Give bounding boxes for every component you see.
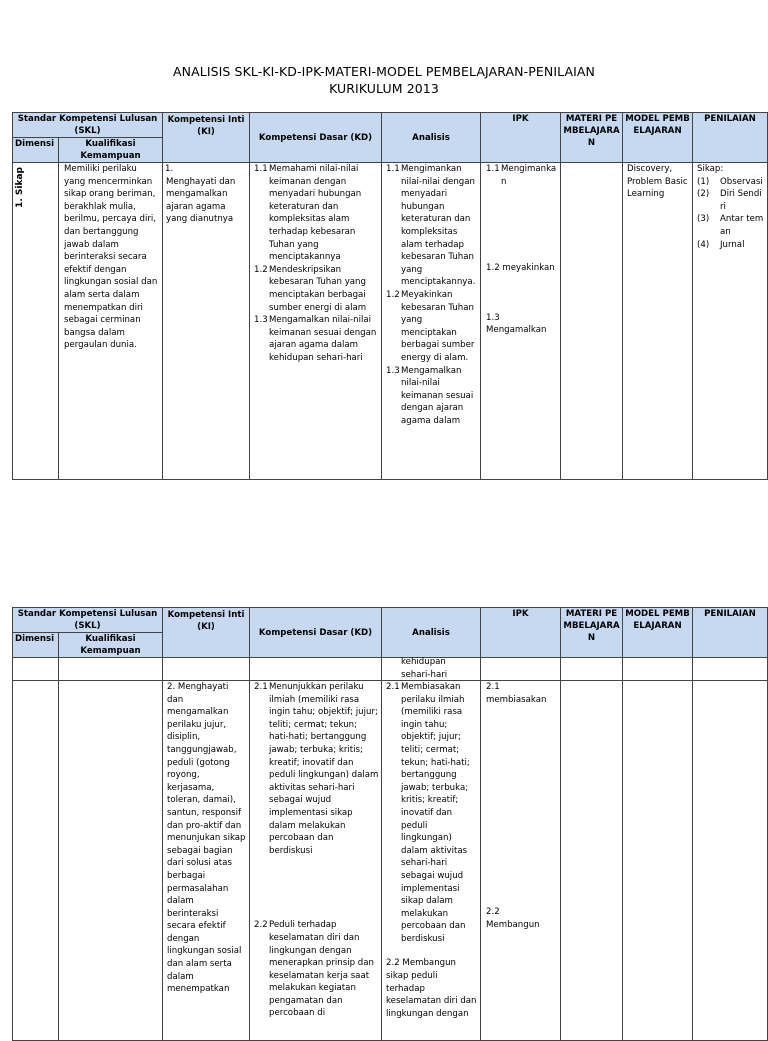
kd-item-number: 1.1	[254, 164, 268, 174]
penilaian-item	[697, 239, 765, 252]
analisis-item-text: Mengimankan nilai-nilai dengan menyadari hubungan keteraturan dan kompleksitas alam terhadap kebesaran Tuhan yang menciptakannya.	[401, 164, 476, 288]
penilaian-cell	[693, 163, 768, 480]
header-kualifikasi: Kualifikasi Kemampuan	[59, 633, 163, 658]
ipk-item-text: Mengamalkan	[486, 325, 547, 336]
header-penilaian: PENILAIAN	[693, 113, 768, 163]
penilaian-item-number: (1)	[697, 176, 710, 187]
penilaian-item-number: (4)	[697, 239, 710, 250]
kd-item-number: 1.3	[254, 315, 268, 326]
kd-item-number: 2.1	[254, 682, 268, 692]
header-penilaian: PENILAIAN	[693, 608, 768, 658]
analisis-item-text: Mengamalkan nilai-nilai keimanan sesuai dengan ajaran agama dalam	[401, 365, 474, 426]
dimensi-cell	[13, 163, 59, 480]
header-model: MODEL PEMBELAJARAN	[623, 608, 693, 658]
header-analisis: Analisis	[382, 608, 481, 658]
header-kd: Kompetensi Dasar (KD)	[250, 113, 382, 163]
empty-cell	[623, 658, 693, 681]
kd-cell	[250, 681, 382, 1041]
ki-text: Menghayati dan mengamalkan ajaran agama yang dianutnya	[166, 176, 236, 225]
penilaian-item-text: Jurnal	[720, 239, 745, 250]
empty-cell	[561, 658, 623, 681]
document-subtitle: KURIKULUM 2013	[329, 81, 439, 96]
kd-item-text: Mendeskripsikan kebesaran Tuhan yang menciptakan berbagai sumber energi di alam	[269, 264, 367, 313]
ki-cell	[163, 681, 250, 1041]
materi-cell	[561, 681, 623, 1041]
penilaian-cell	[693, 681, 768, 1041]
dimensi-cell	[13, 681, 59, 1041]
ipk-cell	[481, 681, 561, 1041]
kd-item-text: Memahami nilai-nilai keimanan dengan menyadari hubungan keteraturan dan kompleksitas alam terhadap kebesaran Tuhan yang menciptakannya	[269, 164, 362, 263]
kualifikasi-cell: Memiliki perilaku yang mencerminkan sikap orang beriman, berakhlak mulia, berilmu, percaya diri, dan bertanggung jawab dalam berinteraksi secara efektif dengan lingkungan sosial dan alam serta dalam menempatkan diri sebagai cerminan bangsa dalam pergaulan dunia.	[59, 163, 163, 480]
ipk-item-text: Mengimankan	[501, 164, 557, 187]
analisis-item: 2.2 Membangun sikap peduli terhadap keselamatan diri dan lingkungan dengan	[386, 958, 477, 1019]
header-model: MODEL PEMBELAJARAN	[623, 113, 693, 163]
analisis-cell	[382, 681, 481, 1041]
header-ki-label: Kompetensi Inti (KI)	[167, 115, 245, 137]
ipk-item	[486, 163, 558, 188]
ipk-item-number: 1.3	[486, 312, 500, 323]
analisis-item	[386, 163, 478, 289]
dimensi-label: 1. Sikap	[15, 167, 25, 208]
header-analisis: Analisis	[382, 113, 481, 163]
kd-item	[254, 681, 379, 857]
kd-item-text: Peduli terhadap keselamatan diri dan lingkungan dengan menerapkan prinsip dan keselamatan kerja saat melakukan kegiatan pengamatan dan percobaan di	[269, 920, 374, 1019]
header-kualifikasi: Kualifikasi Kemampuan	[59, 138, 163, 163]
penilaian-item-text: Observasi	[720, 176, 763, 187]
penilaian-item-number: (2)	[697, 189, 710, 200]
analysis-table-1	[12, 112, 768, 480]
penilaian-item-number: (3)	[697, 214, 710, 225]
kd-item	[254, 314, 379, 364]
ki-cell	[163, 163, 250, 480]
analisis-item	[386, 681, 478, 945]
kd-item-text: Menunjukkan perilaku ilmiah (memiliki rasa ingin tahu; objektif; jujur; teliti; cermat; tekun; hati-hati; bertanggung jawab; terbuka; kritis; kreatif; inovatif dan peduli lingkungan) dalam aktivitas sehari-hari sebagai wujud implementasi sikap dalam melakukan percobaan dan berdiskusi	[269, 682, 379, 856]
header-ki	[163, 608, 250, 658]
analisis-item-number: 1.3	[386, 365, 400, 376]
kd-item-number: 1.2	[254, 264, 268, 275]
analisis-item	[386, 289, 478, 365]
header-kd: Kompetensi Dasar (KD)	[250, 608, 382, 658]
analisis-cell	[382, 163, 481, 480]
penilaian-item	[697, 188, 765, 213]
header-skl: Standar Kompetensi Lulusan (SKL)	[13, 608, 163, 633]
kd-item-number: 2.2	[254, 920, 268, 931]
kd-item	[254, 264, 379, 314]
analisis-item-number: 1.2	[386, 289, 400, 300]
model-cell: Discovery, Problem Basic Learning	[623, 163, 693, 480]
analisis-item	[386, 365, 478, 428]
ipk-cell	[481, 163, 561, 480]
ipk-item-text: Membangun	[486, 919, 540, 930]
analisis-item-number: 1.1	[386, 164, 400, 174]
empty-cell	[250, 658, 382, 681]
header-ipk: IPK	[481, 113, 561, 163]
header-skl: Standar Kompetensi Lulusan (SKL)	[13, 113, 163, 138]
ipk-item-text: membiasakan	[486, 694, 547, 705]
empty-cell	[59, 658, 163, 681]
kd-item	[254, 919, 379, 1020]
ipk-item-number: 2.2	[486, 907, 500, 918]
ki-text: 2. Menghayati dan mengamalkan perilaku jujur, disiplin, tanggungjawab, peduli (gotong royong, kerjasama, toleran, damai), santun, responsif dan pro-aktif dan menunjukan sikap sebagai bagian dari solusi atas berbagai permasalahan dalam berinteraksi secara efektif dengan lingkungan sosial dan alam serta dalam menempatkan	[167, 682, 246, 995]
header-ipk: IPK	[481, 608, 561, 658]
header-materi: MATERI PEMBELAJARAN	[561, 113, 623, 163]
penilaian-item	[697, 213, 765, 238]
penilaian-item	[697, 176, 765, 189]
empty-cell	[693, 658, 768, 681]
penilaian-item-text: Antar teman	[720, 214, 764, 237]
penilaian-label: Sikap:	[697, 164, 724, 174]
materi-cell	[561, 163, 623, 480]
analisis-item-text: Membiasakan perilaku ilmiah (memiliki rasa ingin tahu; objektif; jujur; teliti; cermat; tekun; hati-hati; bertanggung jawab; terbuka; kritis; kreatif; inovatif dan peduli lingkungan) dalam aktivitas sehari-hari sebagai wujud implementasi sikap dalam melakukan percobaan dan berdiskusi	[401, 682, 470, 944]
empty-cell	[13, 658, 59, 681]
analisis-continuation-cell	[382, 658, 481, 681]
document-title: ANALISIS SKL-KI-KD-IPK-MATERI-MODEL PEMBELAJARAN-PENILAIAN	[173, 64, 595, 79]
ipk-item-number: 2.1	[486, 682, 500, 692]
analisis-continuation-text: kehidupan sehari-hari	[401, 657, 448, 679]
empty-cell	[163, 658, 250, 681]
analysis-table-2	[12, 607, 768, 1041]
ki-number: 1.	[165, 164, 174, 174]
header-ki	[163, 113, 250, 163]
model-cell	[623, 681, 693, 1041]
header-materi: MATERI PEMBELAJARAN	[561, 608, 623, 658]
analisis-item-number: 2.1	[386, 682, 400, 692]
kd-cell	[250, 163, 382, 480]
empty-cell	[481, 658, 561, 681]
header-dimensi: Dimensi	[13, 138, 59, 163]
header-dimensi: Dimensi	[13, 633, 59, 658]
ipk-item-number: 1.1	[486, 164, 500, 174]
kd-item	[254, 163, 379, 264]
ipk-item: 1.2 meyakinkan	[486, 263, 555, 274]
kualifikasi-cell	[59, 681, 163, 1041]
analisis-item-text: Meyakinkan kebesaran Tuhan yang menciptakan berbagai sumber energy di alam.	[401, 289, 475, 363]
header-ki-label: Kompetensi Inti (KI)	[167, 610, 245, 632]
kd-item-text: Mengamalkan nilai-nilai keimanan sesuai dengan ajaran agama dalam kehidupan sehari-hari	[269, 315, 377, 363]
penilaian-item-text: Diri Sendiri	[720, 189, 762, 212]
